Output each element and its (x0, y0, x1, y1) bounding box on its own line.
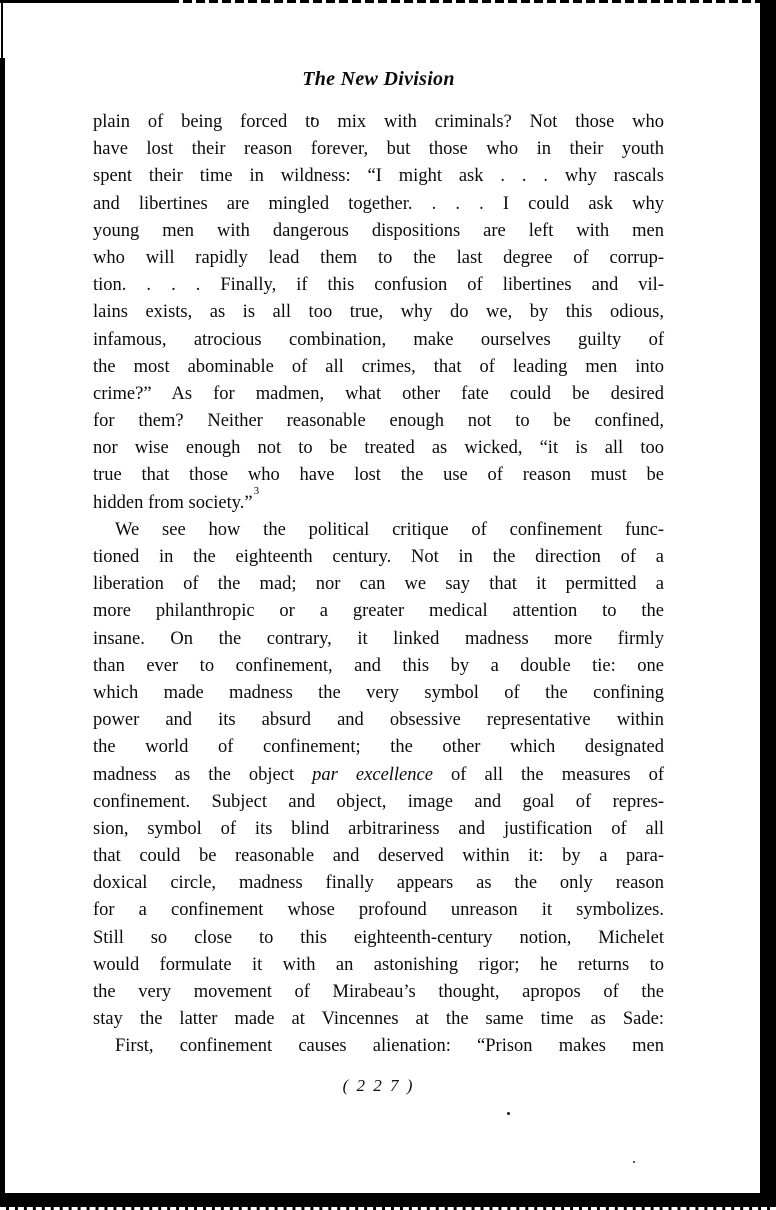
text-line (93, 381, 664, 408)
text-line (93, 544, 664, 571)
body-text (93, 109, 664, 1061)
text-line (93, 245, 664, 272)
text-segment: infamous, atrocious combination, make ourselves guilty of (93, 329, 664, 350)
text-segment: We see how the political critique of confinement func- (115, 519, 664, 540)
text-line (93, 1006, 664, 1033)
text-segment: have lost their reason forever, but those who in their youth (93, 139, 664, 160)
scan-border-bottom (0, 1193, 776, 1210)
text-segment: the most abominable of all crimes, that of leading men into (93, 356, 664, 377)
text-line (93, 299, 664, 326)
page-number: ( 2 2 7 ) (342, 1076, 415, 1095)
text-segment: plain of being forced to mix with criminals? Not those who (93, 112, 664, 132)
text-segment: First, confinement causes alienation: “Prison makes men (115, 1036, 664, 1057)
text-line (93, 979, 664, 1006)
scan-border-top-dashed (170, 0, 776, 3)
text-segment: spent their time in wildness: “I might ask . . . why rascals (93, 166, 664, 187)
text-segment: young men with dangerous dispositions are left with men (93, 220, 664, 241)
text-segment: crime?” As for madmen, what other fate could be desired (93, 383, 664, 404)
text-segment: stay the latter made at Vincennes at the same time as Sade: (93, 1009, 664, 1030)
scan-border-right (760, 0, 776, 1210)
text-segment: sion, symbol of its blind arbitrariness and justification of all (93, 818, 664, 839)
text-segment: Still so close to this eighteenth-century notion, Michelet (93, 927, 664, 948)
text-line (93, 435, 664, 462)
text-segment: which made madness the very symbol of the confining (93, 682, 664, 703)
text-line (93, 354, 664, 381)
running-header-chapter-title: The New Division (302, 68, 455, 90)
text-segment: lains exists, as is all too true, why do we, by this odious, (93, 302, 664, 323)
text-segment: hidden from society.” (93, 492, 253, 513)
text-segment: power and its absurd and obsessive representative within (93, 710, 664, 731)
text-line (93, 626, 664, 653)
text-line (93, 816, 664, 843)
text-line (93, 952, 664, 979)
text-segment: doxical circle, madness finally appears as the only reason (93, 873, 664, 894)
text-line (93, 327, 664, 354)
text-line (93, 408, 664, 435)
footnote-reference: 3 (253, 485, 260, 498)
text-line (93, 897, 664, 924)
scan-border-left (0, 58, 5, 1210)
text-line (93, 109, 664, 136)
scan-speck (633, 1161, 635, 1163)
text-segment: true that those who have lost the use of reason must be (93, 465, 664, 486)
text-line (93, 598, 664, 625)
text-line (93, 485, 664, 517)
text-line (93, 680, 664, 707)
text-line (93, 870, 664, 897)
text-segment: tioned in the eighteenth century. Not in the direction of a (93, 547, 664, 567)
text-line (93, 1033, 664, 1060)
text-line (93, 218, 664, 245)
text-segment: madness as the object (93, 764, 313, 785)
text-line (93, 191, 664, 218)
text-line (93, 707, 664, 734)
italic-phrase: par excellence (312, 764, 433, 785)
text-line (93, 571, 664, 598)
text-line (93, 462, 664, 489)
text-segment: that could be reasonable and deserved within it: by a para- (93, 846, 664, 867)
text-line (93, 653, 664, 680)
text-segment: the world of confinement; the other which designated (93, 737, 664, 758)
text-segment: for a confinement whose profound unreason it symbolizes. (93, 900, 664, 921)
text-segment: than ever to confinement, and this by a double tie: one (93, 655, 664, 676)
text-line (93, 789, 664, 816)
text-segment: nor wise enough not to be treated as wicked, “it is all too (93, 438, 664, 459)
text-segment: who will rapidly lead them to the last degree of corrup- (93, 247, 664, 268)
scan-border-top (0, 0, 170, 3)
text-line (93, 517, 664, 544)
text-line (93, 925, 664, 952)
text-segment: for them? Neither reasonable enough not to be confined, (93, 411, 664, 432)
text-segment: liberation of the mad; nor can we say that it permitted a (93, 574, 664, 595)
text-line (93, 163, 664, 190)
scan-speck (507, 1112, 510, 1115)
text-line (93, 272, 664, 299)
text-line (93, 843, 664, 870)
text-segment: the very movement of Mirabeau’s thought, apropos of the (93, 982, 664, 1002)
text-line (93, 136, 664, 163)
text-segment: of all the measures of (432, 764, 664, 785)
scan-border-left-thin (1, 0, 3, 62)
text-segment: would formulate it with an astonishing rigor; he returns to (93, 954, 664, 975)
text-segment: insane. On the contrary, it linked madness more firmly (93, 628, 664, 649)
text-segment: confinement. Subject and object, image and goal of repres- (93, 791, 664, 812)
text-line (93, 734, 664, 761)
text-segment: more philanthropic or a greater medical attention to the (93, 601, 664, 622)
text-segment: and libertines are mingled together. . . . I could ask why (93, 193, 664, 214)
text-line (93, 762, 664, 789)
text-segment: tion. . . . Finally, if this confusion of libertines and vil- (93, 275, 664, 296)
